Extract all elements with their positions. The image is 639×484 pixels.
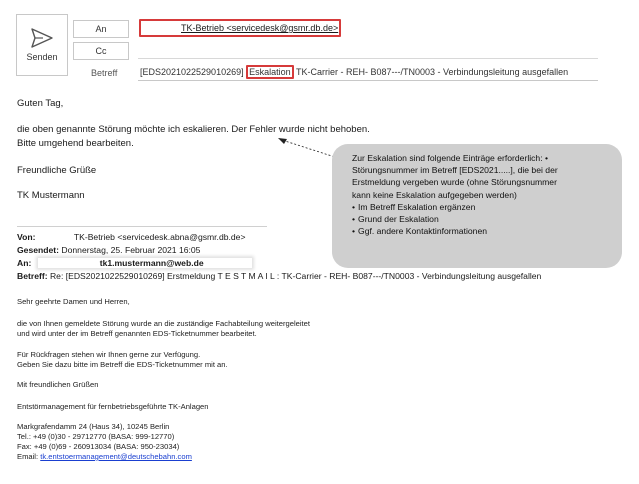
quoted-from-label: Von: [17,232,36,242]
instruction-callout [332,144,622,268]
quoted-to-label: An: [17,258,32,268]
quoted-email [17,452,192,461]
quoted-email-link[interactable]: tk.entstoermanagement@deutschebahn.com [40,452,192,461]
callout-item: • Grund der Eskalation [352,213,610,225]
quoted-address: Markgrafendamm 24 (Haus 34), 10245 Berlin [17,422,170,431]
signature: TK Mustermann [17,190,85,201]
quoted-email-label: Email: [17,452,39,461]
quoted-org: Entstörmanagement für fernbetriebsgeführte TK-Anlagen [17,402,209,411]
subject-label: Betreff [91,68,118,78]
callout-item: • Im Betreff Eskalation ergänzen [352,201,610,213]
quoted-p2a: Für Rückfragen stehen wir Ihnen gerne zur Verfügung. [17,350,201,359]
subject-rest: TK-Carrier - REH- B087---/TN0003 - Verbindungsleitung ausgefallen [295,67,569,77]
send-label: Senden [26,52,58,62]
subject-escalation-highlight: Eskalation [246,65,294,79]
greeting: Guten Tag, [17,98,64,109]
quoted-to-value: tk1.mustermann@web.de [38,258,252,268]
quoted-sent-label: Gesendet: [17,245,60,255]
callout-item: • Ggf. andere Kontaktinformationen [352,225,610,237]
quoted-salutation: Sehr geehrte Damen und Herren, [17,297,130,306]
quoted-sent [17,245,200,255]
quoted-subject [17,271,541,281]
to-recipient: TK-Betrieb <servicedesk@gsmr.db.de> [181,23,339,33]
body-line-2: Bitte umgehend bearbeiten. [17,138,134,149]
body-line-1: die oben genannte Störung möchte ich eskalieren. Der Fehler wurde nicht behoben. [17,124,370,135]
quoted-p1a: die von Ihnen gemeldete Störung wurde an die zuständige Fachabteilung weitergeleitet [17,319,310,328]
quoted-sent-value: Donnerstag, 25. Februar 2021 16:05 [61,245,201,255]
subject-ticket: [EDS2021022529010269] [140,67,244,77]
quoted-subject-value: Re: [EDS2021022529010269] Erstmeldung T E S T M A I L : TK-Carrier - REH- B087---/TN0003 - Verbindungsleitung ausgefallen [49,271,542,281]
callout-line-3: Erstmeldung vergeben wurde (ohne Störungsnummer [352,177,557,188]
closing: Freundliche Grüße [17,165,97,176]
to-button[interactable]: An [73,20,129,38]
quoted-tel: Tel.: +49 (0)30 - 29712770 (BASA: 999-12770) [17,432,175,441]
quoted-subject-label: Betreff: [17,271,48,281]
quoted-regards: Mit freundlichen Grüßen [17,380,99,389]
quoted-to [17,258,252,268]
quoted-from [17,232,245,242]
quote-separator [17,226,267,227]
quoted-p2b: Geben Sie dazu bitte im Betreff die EDS-Ticketnummer mit an. [17,360,228,369]
cc-button[interactable]: Cc [73,42,129,60]
callout-intro: Zur Eskalation sind folgende Einträge erforderlich: • [352,153,548,163]
quoted-p1b: und wird unter der im Betreff genannten EDS-Ticketnummer bearbeitet. [17,329,257,338]
callout-line-4: kann keine Eskalation aufgegeben werden) [352,189,517,200]
quoted-fax: Fax: +49 (0)69 - 260913034 (BASA: 950-23034) [17,442,180,451]
callout-line-2: Störungsnummer im Betreff [EDS2021.....], die bei der [352,165,558,176]
quoted-from-value: TK-Betrieb <servicedesk.abna@gsmr.db.de> [73,232,246,242]
